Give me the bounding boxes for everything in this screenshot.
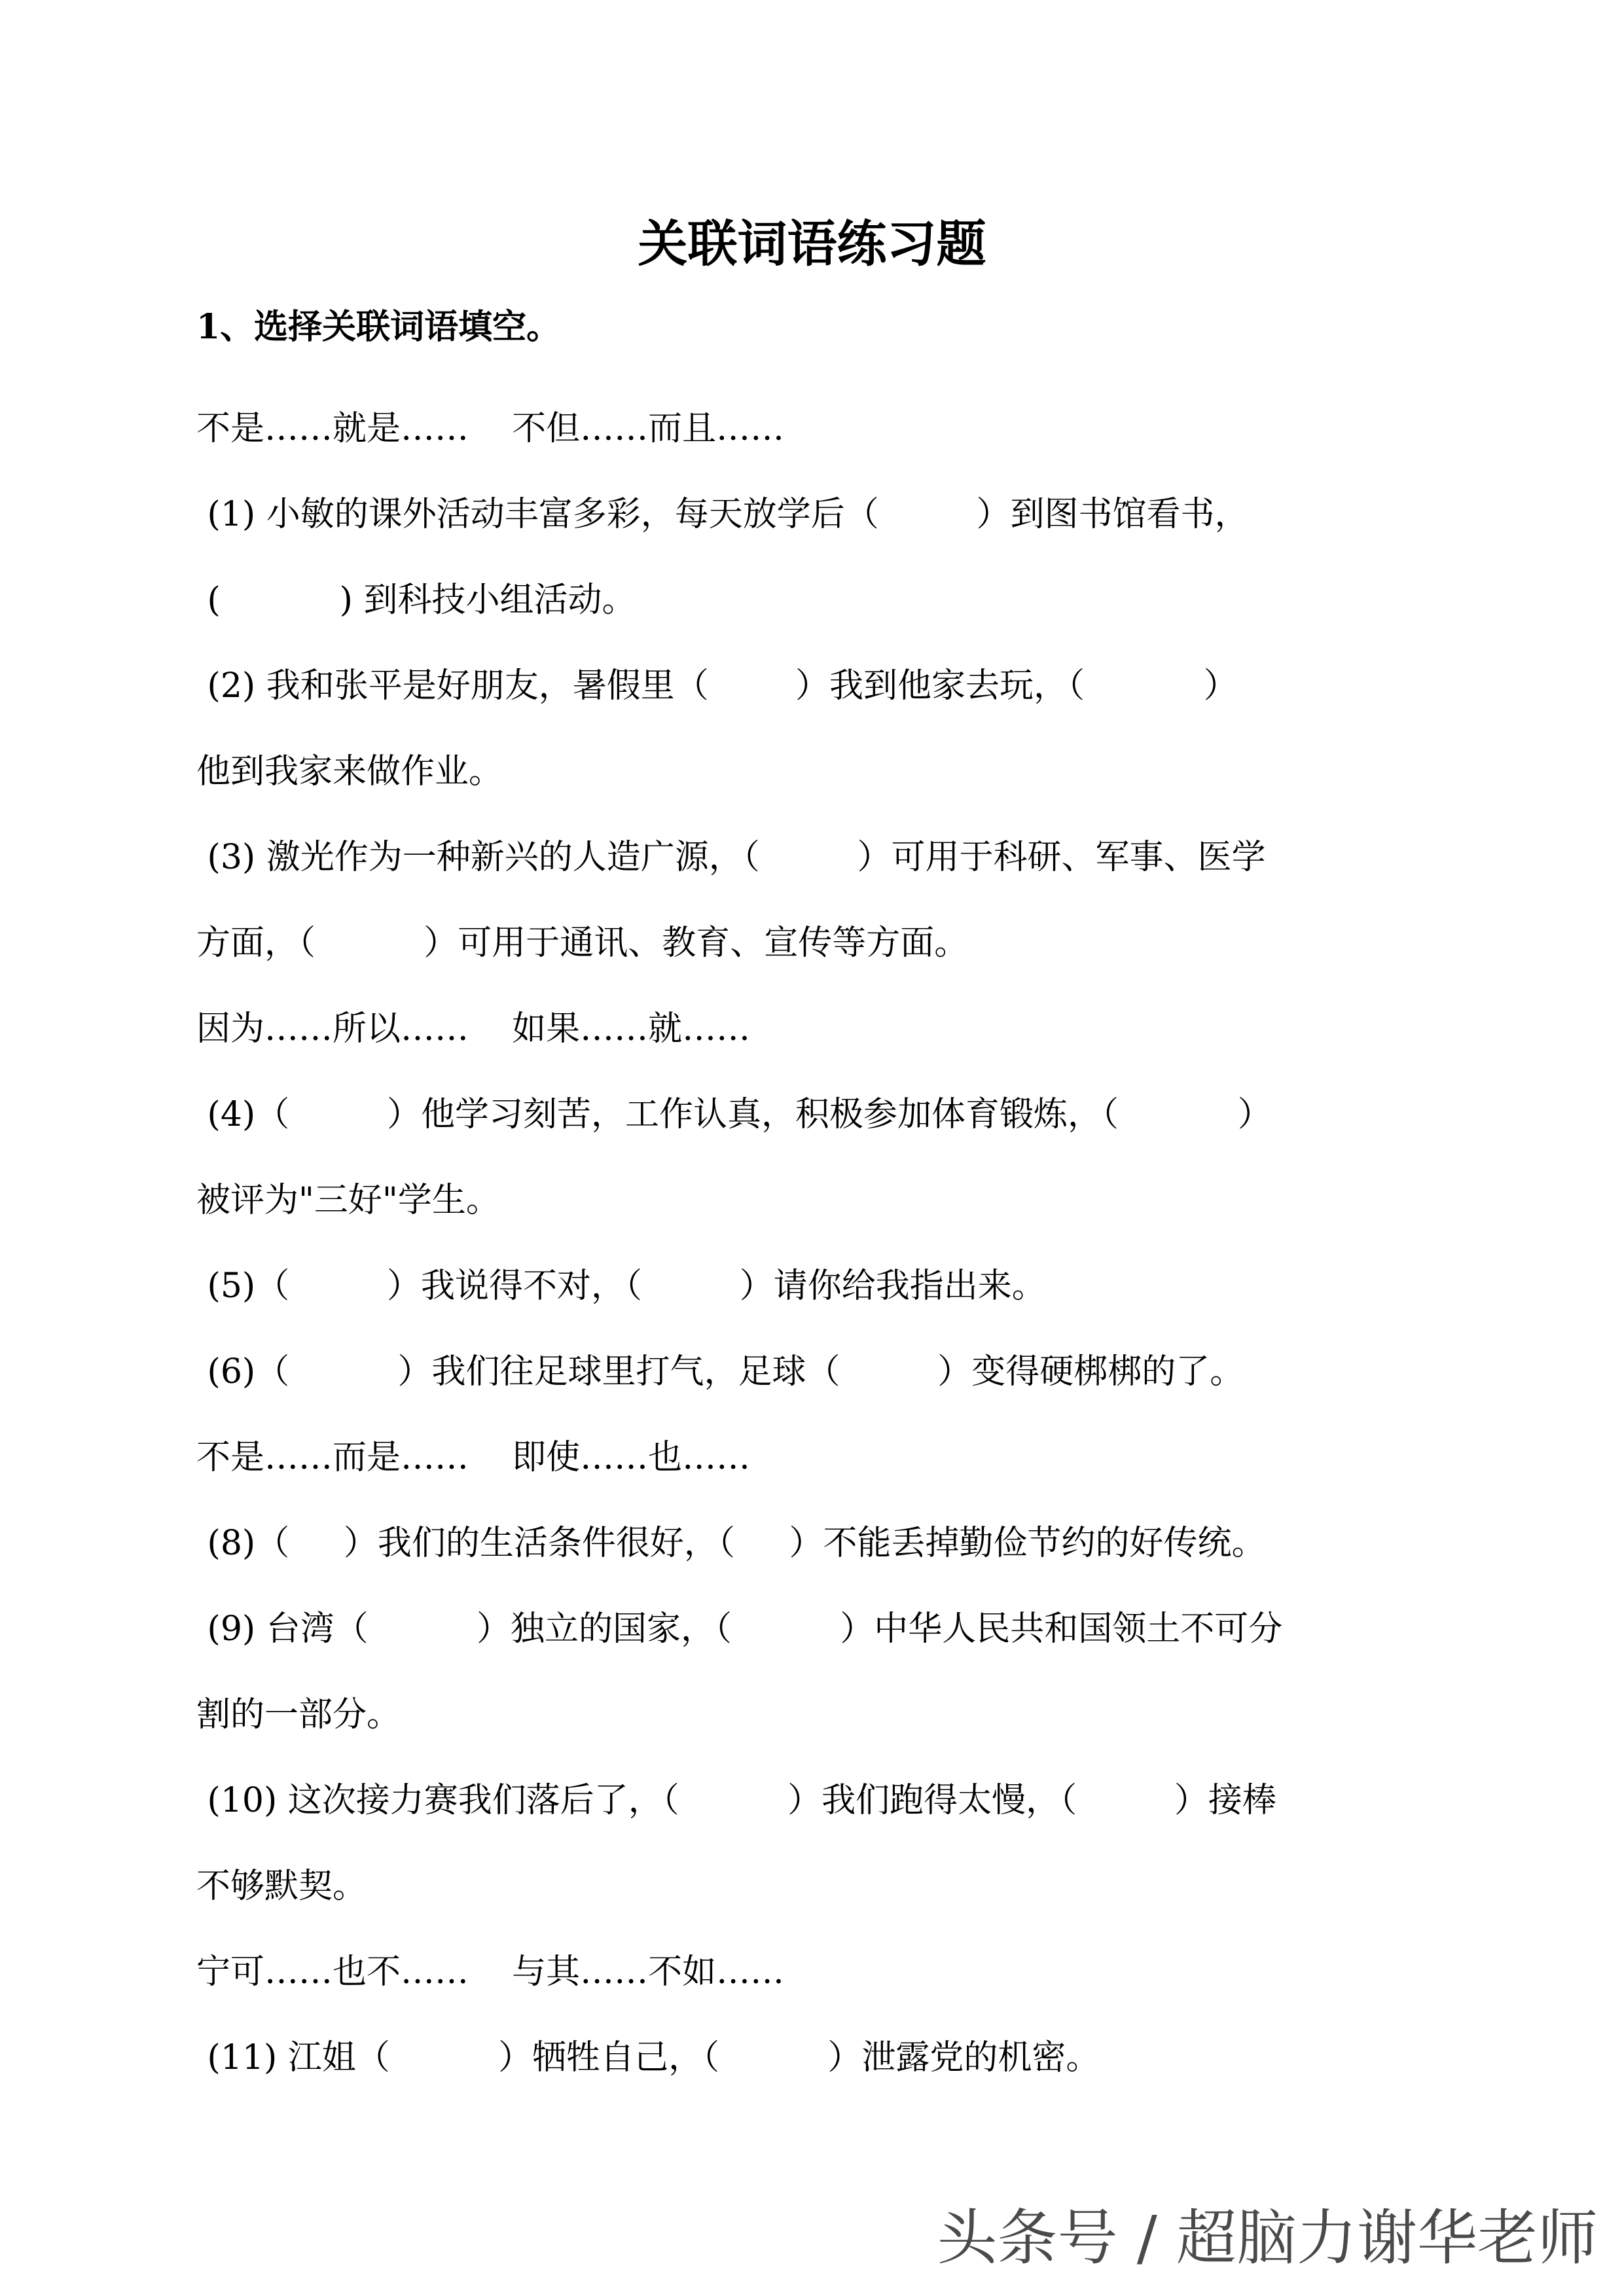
section-heading: 1、选择关联词语填空。 bbox=[196, 307, 561, 347]
question-10-line-1: (10) 这次接力赛我们落后了，（ ）我们跑得太慢，（ ）接棒 bbox=[196, 1781, 1276, 1820]
worksheet-title: 关联词语练习题 bbox=[638, 215, 986, 273]
question-4-line-1: (4)（ ）他学习刻苦，工作认真，积极参加体育锻炼，（ ） bbox=[196, 1095, 1272, 1134]
question-9-line-2: 割的一部分。 bbox=[196, 1695, 401, 1734]
question-5: (5)（ ）我说得不对，（ ）请你给我指出来。 bbox=[196, 1266, 1046, 1306]
question-9-line-1: (9) 台湾（ ）独立的国家，（ ）中华人民共和国领土不可分 bbox=[196, 1609, 1283, 1649]
word-pair-options-4: 宁可……也不…… 与其……不如…… bbox=[196, 1952, 785, 1992]
question-6: (6)（ ）我们往足球里打气，足球（ ）变得硬梆梆的了。 bbox=[196, 1352, 1244, 1391]
question-11: (11) 江姐（ ）牺牲自己，（ ）泄露党的机密。 bbox=[196, 2038, 1100, 2077]
word-pair-options-3: 不是……而是…… 即使……也…… bbox=[196, 1438, 751, 1477]
question-3-line-1: (3) 激光作为一种新兴的人造广源，（ ）可用于科研、军事、医学 bbox=[196, 838, 1266, 877]
question-2-line-1: (2) 我和张平是好朋友，暑假里（ ）我到他家去玩，（ ） bbox=[196, 666, 1238, 706]
question-8: (8)（ ）我们的生活条件很好，（ ）不能丢掉勤俭节约的好传统。 bbox=[196, 1524, 1266, 1563]
question-10-line-2: 不够默契。 bbox=[196, 1867, 367, 1906]
question-1-line-2: ( ) 到科技小组活动。 bbox=[196, 581, 636, 620]
question-1-line-1: (1) 小敏的课外活动丰富多彩，每天放学后（ ）到图书馆看书， bbox=[196, 495, 1249, 534]
question-4-line-2: 被评为"三好"学生。 bbox=[196, 1181, 500, 1220]
question-2-line-2: 他到我家来做作业。 bbox=[196, 752, 503, 791]
exercise-lines bbox=[196, 386, 1453, 2101]
word-pair-options-1: 不是……就是…… 不但……而且…… bbox=[196, 409, 785, 448]
source-watermark: 头条号 / 超脑力谢华老师 bbox=[937, 2203, 1598, 2273]
question-3-line-2: 方面，（ ）可用于通讯、教育、宣传等方面。 bbox=[196, 924, 969, 963]
word-pair-options-2: 因为……所以…… 如果……就…… bbox=[196, 1009, 751, 1049]
